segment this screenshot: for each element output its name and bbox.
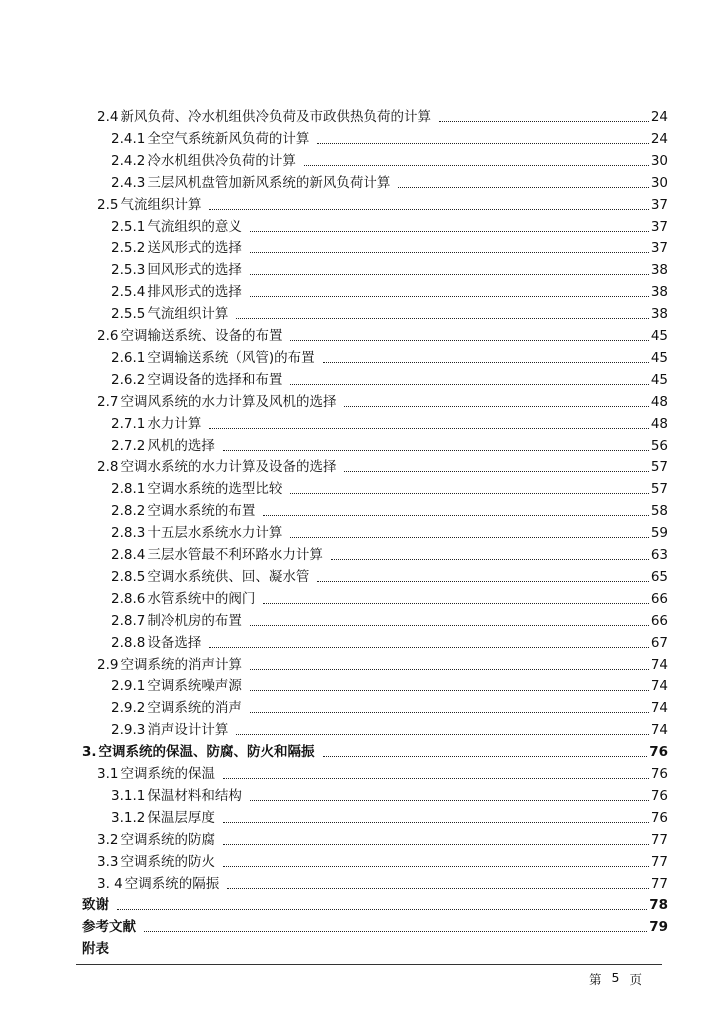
toc-entry-title: 消声设计计算	[147, 722, 229, 739]
toc-entry[interactable]	[97, 873, 668, 895]
toc-entry-title: 空调输送系统（风管)的布置	[147, 349, 315, 366]
toc-leader-dots	[250, 282, 649, 297]
toc-entry-number: 2.5.4	[111, 284, 146, 301]
toc-entry[interactable]	[111, 632, 668, 654]
toc-leader-dots	[144, 917, 647, 932]
toc-entry-title: 新风负荷、冷水机组供冷负荷及市政供热负荷的计算	[120, 109, 431, 125]
footer-page-number: 5	[611, 970, 620, 985]
toc-entry-title: 三层风机盘管加新风系统的新风负荷计算	[147, 174, 391, 191]
toc-entry-page: 45	[650, 328, 668, 344]
toc-entry-page: 74	[650, 722, 668, 739]
toc-entry-number: 3.2	[97, 831, 119, 848]
toc-entry[interactable]	[97, 654, 668, 676]
toc-leader-dots	[317, 567, 648, 582]
toc-entry-page: 30	[650, 152, 668, 169]
toc-entry-title: 制冷机房的布置	[147, 612, 242, 629]
toc-entry-number: 2.8.5	[111, 568, 146, 585]
toc-entry[interactable]	[111, 588, 668, 610]
toc-entry[interactable]	[97, 456, 668, 478]
toc-entry-page: 74	[650, 700, 668, 717]
toc-entry-title: 空调系统的防火	[120, 853, 215, 870]
toc-entry-page: 57	[650, 459, 668, 476]
toc-entry-number: 2.9	[97, 656, 119, 673]
toc-leader-dots	[250, 676, 649, 691]
toc-entry[interactable]	[111, 500, 668, 522]
toc-entry[interactable]	[111, 478, 668, 500]
toc-entry-page: 74	[650, 678, 668, 695]
toc-leader-dots	[236, 304, 648, 319]
toc-entry-title: 回风形式的选择	[147, 262, 242, 279]
toc-leader-dots	[263, 501, 648, 516]
toc-entry-page: 65	[650, 568, 668, 585]
toc-entry-number: 3.3	[97, 853, 119, 870]
toc-entry-page: 56	[650, 437, 668, 454]
toc-entry-number: 3. 4	[97, 875, 123, 892]
toc-entry-page: 38	[650, 262, 668, 279]
toc-leader-dots	[223, 852, 649, 867]
toc-entry-number: 2.8.3	[111, 525, 146, 542]
toc-leader-dots	[209, 414, 648, 429]
toc-leader-dots	[398, 173, 648, 188]
toc-leader-dots	[250, 260, 649, 275]
toc-entry-page: 74	[650, 656, 668, 673]
toc-entry-number: 2.7.2	[111, 437, 146, 454]
toc-entry-number: 2.4.1	[111, 130, 146, 147]
toc-leader-dots	[290, 326, 648, 341]
toc-leader-dots	[304, 151, 649, 166]
toc-entry-title: 排风形式的选择	[147, 284, 242, 301]
toc-entry[interactable]	[111, 413, 668, 435]
toc-leader-dots	[236, 720, 648, 735]
toc-entry[interactable]	[111, 369, 668, 391]
toc-entry[interactable]	[111, 807, 668, 829]
toc-leader-dots	[250, 217, 649, 232]
toc-entry-title: 水力计算	[147, 415, 202, 432]
toc-entry[interactable]	[97, 194, 668, 216]
toc-entry[interactable]	[82, 916, 668, 938]
toc-leader-dots	[250, 786, 649, 801]
toc-entry[interactable]	[111, 347, 668, 369]
toc-entry-number: 2.5	[97, 196, 119, 213]
toc-entry-title: 空调水系统的选型比较	[147, 481, 283, 498]
toc-entry[interactable]	[97, 106, 668, 128]
toc-entry[interactable]	[97, 391, 668, 413]
toc-leader-dots	[323, 348, 649, 363]
toc-entry-number: 2.6.1	[111, 349, 146, 366]
toc-entry-number: 2.6	[97, 328, 119, 344]
toc-leader-dots	[250, 655, 649, 670]
toc-entry-title: 空调水系统供、回、凝水管	[147, 568, 310, 585]
toc-entry-title: 风机的选择	[147, 437, 215, 454]
toc-entry[interactable]	[111, 566, 668, 588]
toc-entry-title: 保温材料和结构	[147, 787, 242, 804]
toc-leader-dots	[223, 808, 649, 823]
toc-entry-title: 气流组织的意义	[147, 218, 242, 235]
toc-entry[interactable]	[111, 610, 668, 632]
toc-leader-dots	[290, 479, 648, 494]
toc-entry-title: 空调输送系统、设备的布置	[120, 328, 283, 344]
toc-entry-title: 参考文献	[82, 919, 136, 936]
toc-entry-title: 送风形式的选择	[147, 240, 242, 257]
toc-entry-number: 2.5.5	[111, 306, 146, 323]
toc-entry-page: 58	[650, 503, 668, 520]
toc-entry-title: 空调系统的保温	[120, 766, 215, 782]
toc-leader-dots	[209, 633, 648, 648]
footer-prefix: 第	[589, 972, 602, 987]
page-footer	[589, 970, 642, 988]
toc-entry-page: 76	[649, 744, 668, 761]
toc-entry[interactable]	[111, 435, 668, 457]
toc-entry-title: 空调系统的隔振	[124, 875, 220, 892]
toc-entry[interactable]	[97, 851, 668, 873]
toc-entry-page: 24	[650, 130, 668, 147]
toc-entry[interactable]	[111, 719, 668, 741]
toc-leader-dots	[223, 764, 649, 779]
toc-leader-dots	[227, 874, 649, 889]
toc-entry-page: 76	[650, 809, 668, 826]
toc-entry-page: 67	[650, 634, 668, 651]
toc-entry[interactable]	[111, 697, 668, 719]
toc-entry-title: 气流组织计算	[120, 196, 202, 213]
toc-entry[interactable]	[82, 894, 668, 916]
toc-entry-page: 78	[649, 897, 668, 914]
toc-leader-dots	[223, 436, 649, 451]
toc-entry-title: 空调水系统的布置	[147, 503, 256, 520]
toc-entry-number: 2.7.1	[111, 415, 146, 432]
toc-entry-title: 附表	[82, 941, 109, 958]
toc-entry-number: 2.8.2	[111, 503, 146, 520]
toc-leader-dots	[250, 698, 649, 713]
toc-entry-page: 57	[650, 481, 668, 498]
toc-entry-number: 2.8.6	[111, 590, 146, 607]
toc-entry-page: 77	[650, 831, 668, 848]
toc-entry-page: 45	[650, 349, 668, 366]
toc-entry-page: 37	[650, 218, 668, 235]
toc-entry-page: 48	[650, 415, 668, 432]
toc-entry-page: 59	[650, 525, 668, 542]
toc-entry-title: 三层水管最不利环路水力计算	[147, 547, 323, 563]
toc-entry-number: 2.8	[97, 459, 119, 476]
toc-entry-number: 2.9.1	[111, 678, 146, 695]
toc-entry-page: 38	[650, 306, 668, 323]
toc-entry-page: 45	[650, 371, 668, 388]
toc-entry[interactable]	[111, 281, 668, 303]
toc-entry-number: 2.8.4	[111, 547, 146, 563]
toc-entry-page: 76	[650, 787, 668, 804]
toc-entry-page: 48	[650, 393, 668, 410]
toc-entry-page: 24	[650, 109, 668, 125]
toc-entry-number: 2.8.1	[111, 481, 146, 498]
toc-entry-page: 77	[650, 875, 668, 892]
toc-entry-title: 保温层厚度	[147, 809, 215, 826]
toc-leader-dots	[250, 238, 649, 253]
toc-entry-title: 空调系统噪声源	[147, 678, 242, 695]
toc-entry[interactable]	[111, 675, 668, 697]
toc-entry-title: 水管系统中的阀门	[147, 590, 256, 607]
toc-entry-title: 空调风系统的水力计算及风机的选择	[120, 393, 337, 410]
toc-entry-number: 2.9.2	[111, 700, 146, 717]
toc-entry-title: 空调设备的选择和布置	[147, 371, 283, 388]
toc-entry-number: 3.1.1	[111, 787, 146, 804]
toc-entry[interactable]	[82, 741, 668, 763]
toc-entry[interactable]	[111, 785, 668, 807]
toc-entry-page: 30	[650, 174, 668, 191]
toc-entry-title: 空调系统的防腐	[120, 831, 215, 848]
toc-entry-page: 37	[650, 240, 668, 257]
toc-entry[interactable]	[111, 303, 668, 325]
toc-entry-page: 66	[650, 612, 668, 629]
toc-entry[interactable]	[111, 237, 668, 259]
toc-entry-number: 2.7	[97, 393, 119, 410]
toc-entry-title: 冷水机组供冷负荷的计算	[147, 152, 296, 169]
toc-entry[interactable]	[111, 216, 668, 238]
toc-entry-number: 2.5.2	[111, 240, 146, 257]
toc-entry-number: 3.1.2	[111, 809, 146, 826]
toc-entry-number: 2.8.7	[111, 612, 146, 629]
toc-leader-dots	[209, 195, 648, 210]
toc-leader-dots	[117, 895, 647, 910]
toc-entry-number: 2.4	[97, 109, 119, 125]
toc-entry-title: 空调水系统的水力计算及设备的选择	[120, 459, 337, 476]
footer-suffix: 页	[629, 972, 642, 987]
toc-entry-title: 空调系统的消声	[147, 700, 242, 717]
toc-entry-page: 63	[650, 547, 668, 563]
toc-entry[interactable]	[111, 259, 668, 281]
toc-entry-number: 2.6.2	[111, 371, 146, 388]
toc-entry-number: 2.4.3	[111, 174, 146, 191]
toc-leader-dots	[250, 611, 649, 626]
toc-entry-number: 3.1	[97, 766, 119, 782]
toc-entry-number: 2.5.3	[111, 262, 146, 279]
toc-entry[interactable]	[97, 829, 668, 851]
toc-entry-number: 2.8.8	[111, 634, 146, 651]
toc-entry-title: 十五层水系统水力计算	[147, 525, 283, 542]
toc-leader-dots	[290, 523, 648, 538]
toc-leader-dots	[323, 742, 648, 757]
toc-entry-number: 2.9.3	[111, 722, 146, 739]
toc-entry[interactable]	[82, 938, 668, 960]
toc-entry-page: 38	[650, 284, 668, 301]
toc-entry[interactable]	[111, 150, 668, 172]
toc-entry[interactable]	[111, 544, 668, 566]
toc-entry[interactable]	[111, 522, 668, 544]
toc-entry-number: 2.5.1	[111, 218, 146, 235]
toc-entry[interactable]	[97, 325, 668, 347]
toc-leader-dots	[331, 545, 649, 560]
toc-leader-dots	[223, 830, 649, 845]
toc-entry-page: 77	[650, 853, 668, 870]
toc-leader-dots	[344, 392, 648, 407]
toc-entry-number: 3.	[82, 744, 97, 761]
toc-entry-page: 79	[649, 919, 668, 936]
toc-entry-title: 致谢	[82, 897, 109, 914]
toc-entry-page: 76	[650, 766, 668, 782]
toc-entry[interactable]	[111, 128, 668, 150]
footer-rule	[76, 964, 662, 965]
toc-entry-title: 空调系统的消声计算	[120, 656, 242, 673]
toc-leader-dots	[439, 107, 649, 122]
toc-leader-dots	[290, 370, 648, 385]
toc-leader-dots	[344, 457, 648, 472]
toc-entry-page: 66	[650, 590, 668, 607]
toc-entry-page: 37	[650, 196, 668, 213]
toc-entry-title: 设备选择	[147, 634, 202, 651]
toc-entry-number: 2.4.2	[111, 152, 146, 169]
toc-entry[interactable]	[97, 763, 668, 785]
toc-leader-dots	[317, 129, 648, 144]
toc-leader-dots	[263, 589, 648, 604]
toc-entry-title: 空调系统的保温、防腐、防火和隔振	[98, 744, 315, 761]
toc-entry-title: 全空气系统新风负荷的计算	[147, 130, 310, 147]
toc-entry[interactable]	[111, 172, 668, 194]
toc-entry-title: 气流组织计算	[147, 306, 229, 323]
